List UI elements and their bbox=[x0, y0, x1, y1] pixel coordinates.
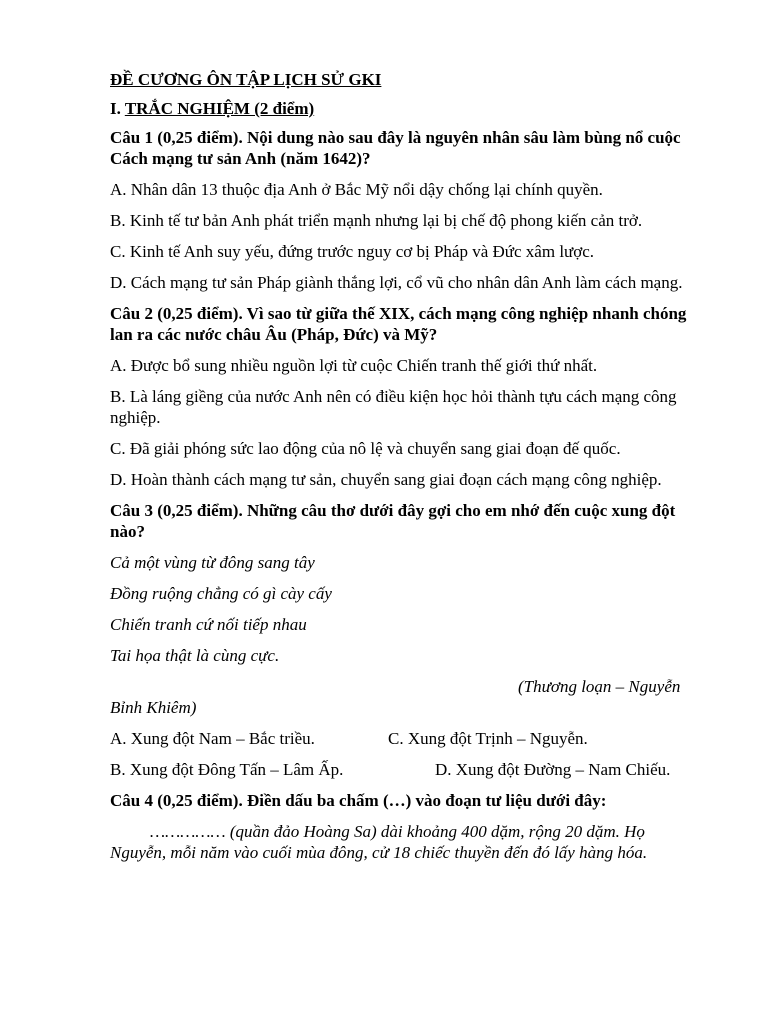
poem-line: Tai họa thật là cùng cực. bbox=[110, 646, 280, 665]
question-3-option-b: B. Xung đột Đông Tấn – Lâm Ấp. bbox=[110, 760, 344, 779]
document-body bbox=[110, 69, 692, 873]
question-1-option-b: B. Kinh tế tư bản Anh phát triển mạnh nhưng lại bị chế độ phong kiến cản trở. bbox=[110, 211, 643, 230]
question-1-option-c: C. Kinh tế Anh suy yếu, đứng trước nguy cơ bị Pháp và Đức xâm lược. bbox=[110, 242, 595, 261]
question-2: Câu 2 (0,25 điểm). Vì sao từ giữa thế XIX, cách mạng công nghiệp nhanh chóng lan ra các nước châu Âu (Pháp, Đức) và Mỹ? bbox=[110, 304, 687, 344]
question-4-excerpt: …………… (quần đảo Hoàng Sa) dài khoảng 400 dặm, rộng 20 dặm. Họ Nguyễn, mỗi năm vào cuối mùa đông, cử 18 chiếc thuyền đến đó lấy hàng hóa. bbox=[110, 822, 648, 862]
poem-attribution: (Thương loạn – Nguyễn Bỉnh Khiêm) bbox=[110, 677, 681, 717]
question-2-option-c: C. Đã giải phóng sức lao động của nô lệ và chuyển sang giai đoạn đế quốc. bbox=[110, 439, 621, 458]
question-3-option-a: A. Xung đột Nam – Bắc triều. bbox=[110, 729, 315, 748]
document-title: ĐỀ CƯƠNG ÔN TẬP LỊCH SỬ GKI bbox=[110, 70, 382, 89]
poem-line: Chiến tranh cứ nối tiếp nhau bbox=[110, 615, 307, 634]
question-3-options-row-1 bbox=[110, 728, 692, 749]
question-2-option-d: D. Hoàn thành cách mạng tư sản, chuyển sang giai đoạn cách mạng công nghiệp. bbox=[110, 470, 662, 489]
question-3-options-row-2 bbox=[110, 759, 692, 780]
question-1: Câu 1 (0,25 điểm). Nội dung nào sau đây là nguyên nhân sâu làm bùng nổ cuộc Cách mạng tư sản Anh (năm 1642)? bbox=[110, 128, 681, 168]
question-3-option-c: C. Xung đột Trịnh – Nguyễn. bbox=[388, 729, 588, 748]
section-number: I. bbox=[110, 99, 125, 118]
poem-line: Đồng ruộng chẳng có gì cày cấy bbox=[110, 584, 332, 603]
question-1-option-d: D. Cách mạng tư sản Pháp giành thắng lợi, cổ vũ cho nhân dân Anh làm cách mạng. bbox=[110, 273, 683, 292]
question-3-option-d: D. Xung đột Đường – Nam Chiếu. bbox=[435, 760, 671, 779]
poem-line: Cả một vùng từ đông sang tây bbox=[110, 553, 315, 572]
question-1-option-a: A. Nhân dân 13 thuộc địa Anh ở Bắc Mỹ nổi dậy chống lại chính quyền. bbox=[110, 180, 603, 199]
question-3: Câu 3 (0,25 điểm). Những câu thơ dưới đây gợi cho em nhớ đến cuộc xung đột nào? bbox=[110, 501, 676, 541]
section-heading bbox=[110, 98, 692, 119]
question-4: Câu 4 (0,25 điểm). Điền dấu ba chấm (…) vào đoạn tư liệu dưới đây: bbox=[110, 791, 607, 810]
section-name: TRẮC NGHIỆM (2 điểm) bbox=[124, 99, 315, 118]
question-2-option-b: B. Là láng giềng của nước Anh nên có điều kiện học hỏi thành tựu cách mạng công nghiệp. bbox=[110, 387, 677, 427]
question-2-option-a: A. Được bổ sung nhiều nguồn lợi từ cuộc Chiến tranh thế giới thứ nhất. bbox=[110, 356, 598, 375]
